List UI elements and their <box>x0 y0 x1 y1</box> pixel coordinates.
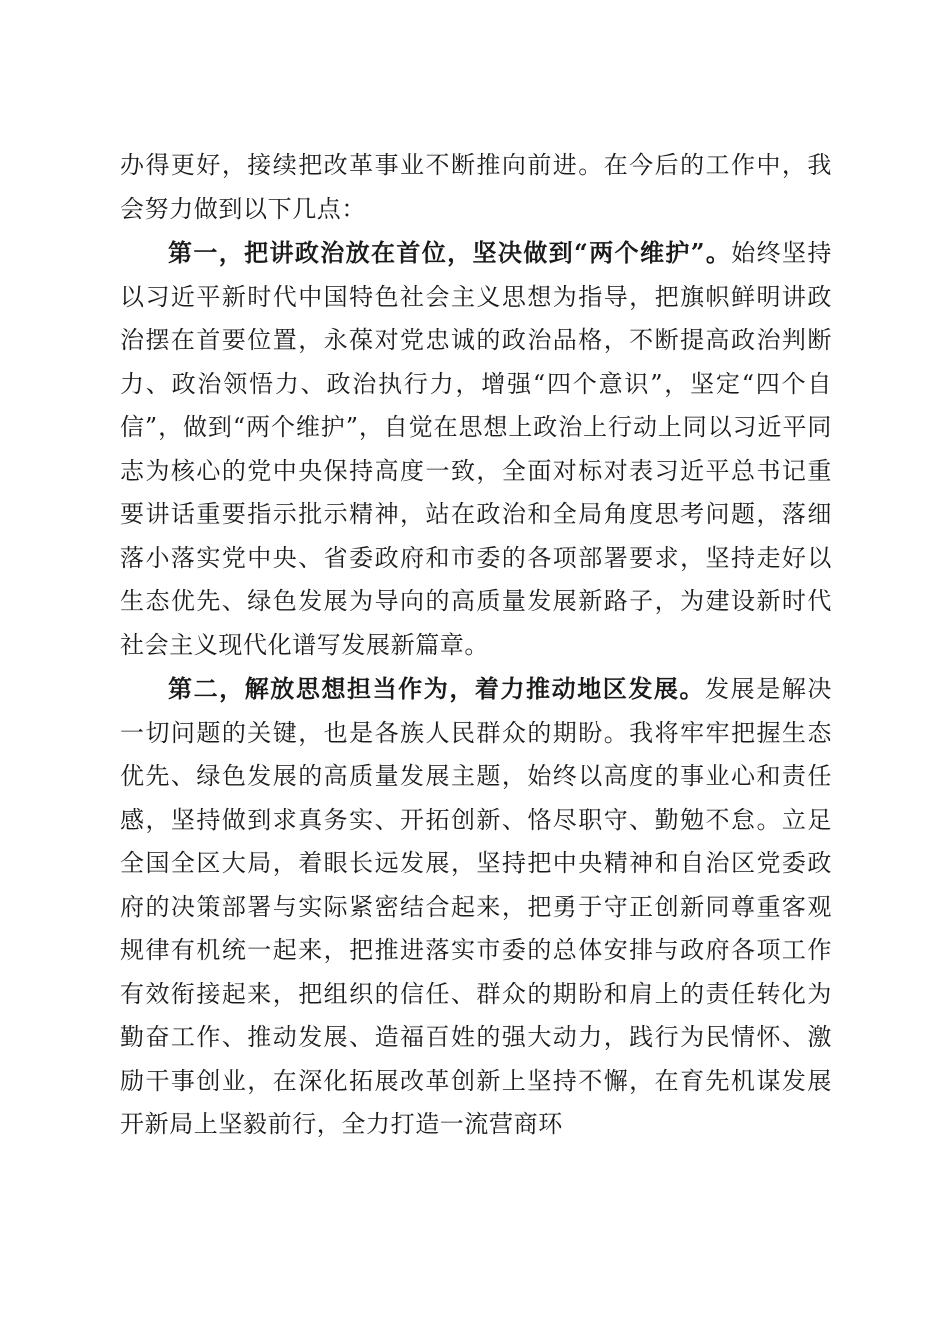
paragraph-first-heading: 第一，把讲政治放在首位，坚决做到“两个维护”。 <box>168 238 732 267</box>
document-body <box>120 144 832 1147</box>
paragraph-intro <box>120 144 832 231</box>
paragraph-second-text: 发展是解决一切问题的关键，也是各族人民群众的期盼。我将牢牢把握生态优先、绿色发展的高质量发展主题，始终以高度的事业心和责任感，坚持做到求真务实、开拓创新、恪尽职守、勤勉不怠。立足全国全区大局，着眼长远发展，坚持把中央精神和自治区党委政府的决策部署与实际紧密结合起来，把勇于守正创新同尊重客观规律有机统一起来，把推进落实市委的总体安排与政府各项工作有效衔接起来，把组织的信任、群众的期盼和肩上的责任转化为勤奋工作、推动发展、造福百姓的强大动力，践行为民情怀、激励干事创业，在深化拓展改革创新上坚持不懈，在育先机谋发展开新局上坚毅前行，全力打造一流营商环 <box>120 675 832 1138</box>
paragraph-first-text: 始终坚持以习近平新时代中国特色社会主义思想为指导，把旗帜鲜明讲政治摆在首要位置，永葆对党忠诚的政治品格，不断提高政治判断力、政治领悟力、政治执行力，增强“四个意识”，坚定“四个自信”，做到“两个维护”，自觉在思想上政治上行动上同以习近平同志为核心的党中央保持高度一致，全面对标对表习近平总书记重要讲话重要指示批示精神，站在政治和全局角度思考问题，落细落小落实党中央、省委政府和市委的各项部署要求，坚持走好以生态优先、绿色发展为导向的高质量发展新路子，为建设新时代社会主义现代化谱写发展新篇章。 <box>120 239 832 659</box>
paragraph-second-heading: 第二，解放思想担当作为，着力推动地区发展。 <box>168 674 706 703</box>
paragraph-first <box>120 231 832 667</box>
paragraph-intro-text: 办得更好，接续把改革事业不断推向前进。在今后的工作中，我会努力做到以下几点： <box>120 151 832 223</box>
paragraph-second <box>120 667 832 1147</box>
